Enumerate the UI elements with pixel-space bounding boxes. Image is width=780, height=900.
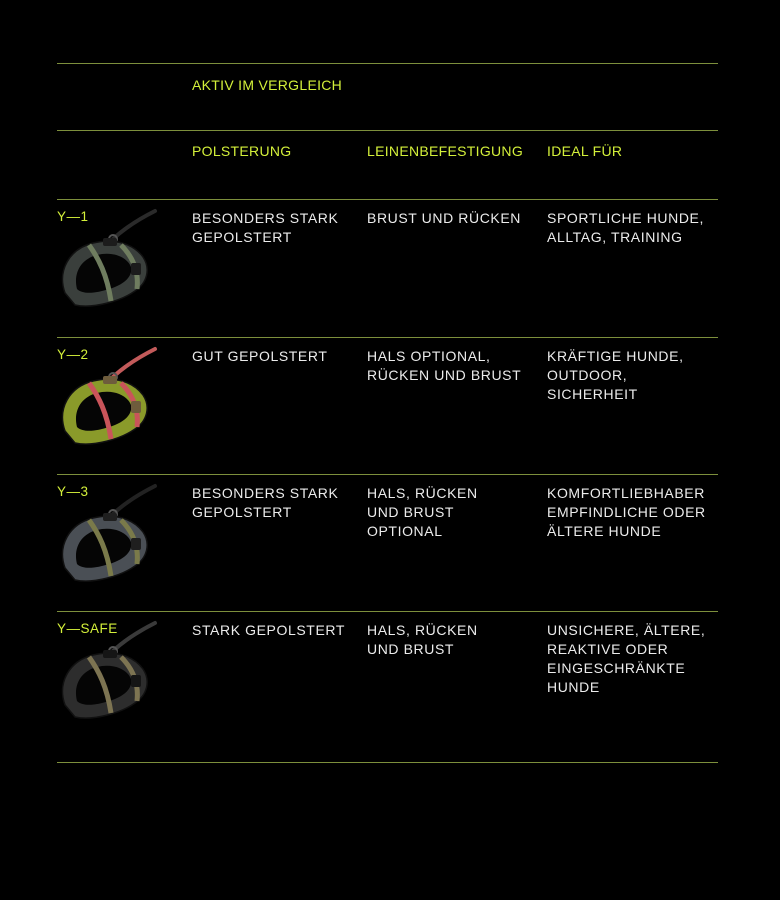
row-divider (57, 611, 718, 612)
leash-value: HALS, RÜCKEN UND BRUST OPTIONAL (367, 485, 478, 539)
harness-olive-black-icon (51, 617, 159, 729)
model-name: Y—SAFE (57, 621, 118, 636)
leash-value: HALS OPTIONAL, RÜCKEN UND BRUST (367, 348, 522, 383)
leash-value: BRUST UND RÜCKEN (367, 210, 522, 226)
column-header-leash: LEINENBEFESTIGUNG (367, 143, 524, 159)
harness-grey-olive-icon (51, 480, 159, 592)
column-header-ideal: IDEAL FÜR (547, 143, 623, 159)
padding-value: BESONDERS STARK GEPOLSTERT (192, 210, 339, 245)
column-header-padding: POLSTERUNG (192, 143, 292, 159)
model-name: Y—1 (57, 209, 89, 224)
table-top-divider (57, 63, 718, 64)
padding-value: BESONDERS STARK GEPOLSTERT (192, 485, 339, 520)
padding-value: STARK GEPOLSTERT (192, 622, 346, 638)
ideal-value: SPORTLICHE HUNDE, ALLTAG, TRAINING (547, 210, 704, 245)
harness-lime-red-icon (51, 343, 159, 455)
table-title: AKTIV IM VERGLEICH (192, 77, 343, 93)
model-name: Y—2 (57, 347, 89, 362)
ideal-value: UNSICHERE, ÄLTERE, REAKTIVE ODER EINGESCHRÄNKTE HUNDE (547, 622, 706, 695)
ideal-value: KRÄFTIGE HUNDE, OUTDOOR, SICHERHEIT (547, 348, 684, 402)
row-divider (57, 199, 718, 200)
row-divider (57, 337, 718, 338)
model-name: Y—3 (57, 484, 89, 499)
ideal-value: KOMFORTLIEBHABER EMPFINDLICHE ODER ÄLTERE HUNDE (547, 485, 706, 539)
table-bottom-divider (57, 762, 718, 763)
row-divider (57, 474, 718, 475)
leash-value: HALS, RÜCKEN UND BRUST (367, 622, 478, 657)
harness-dark-green-icon (51, 205, 159, 317)
padding-value: GUT GEPOLSTERT (192, 348, 328, 364)
header-divider (57, 130, 718, 131)
